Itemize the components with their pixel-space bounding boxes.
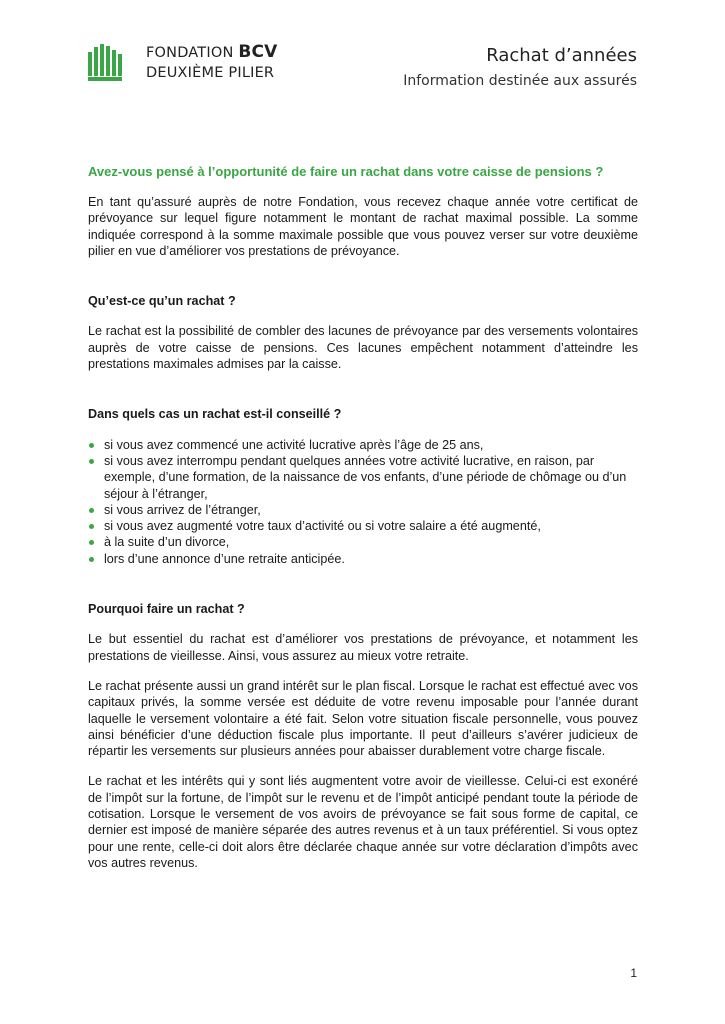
foundation-logo [88, 42, 278, 83]
bullet-icon [89, 443, 94, 448]
bullet-icon [89, 459, 94, 464]
intro-heading: Avez-vous pensé à l’opportunité de faire un rachat dans votre caisse de pensions ? [88, 164, 604, 179]
bullet-icon [89, 524, 94, 529]
page-number: 1 [630, 966, 637, 980]
document-title: Rachat d’années [486, 45, 637, 66]
section-paragraph-what-is: Le rachat est la possibilité de combler des lacunes de prévoyance par des versements volontaires auprès de votre caisse de pensions. Ces lacunes empêchent notamment d’atteindre les prestations maximales admises par la caisse. [88, 324, 638, 372]
list-item: si vous avez commencé une activité lucrative après l’âge de 25 ans, [88, 437, 638, 453]
section-paragraph-why-2: Le rachat présente aussi un grand intérêt sur le plan fiscal. Lorsque le rachat est effectué avec vos capitaux privés, la somme versée est déduite de votre revenu imposable pour l’année durant laquelle le versement volontaire a été fait. Selon votre situation fiscale personnelle, vous pouvez ainsi bénéficier d’une déduction fiscale plus importante. Il peut d’ailleurs s’avérer judicieux de répartir les versements sur plusieurs années pour abaisser durablement votre charge fiscale. [88, 678, 638, 759]
list-item: si vous arrivez de l’étranger, [88, 502, 638, 518]
list-item: si vous avez interrompu pendant quelques années votre activité lucrative, en raison, par exemple, d’une formation, de la naissance de vos enfants, d’une période de chômage ou d’un séjour à l’étranger, [88, 453, 638, 502]
list-item: à la suite d’un divorce, [88, 534, 638, 550]
when-bullet-list [88, 437, 638, 567]
logo-bars-icon [88, 44, 124, 82]
section-paragraph-why-3: Le rachat et les intérêts qui y sont liés augmentent votre avoir de vieillesse. Celui-ci est exonéré de l’impôt sur la fortune, de l’impôt sur le revenu et de l’impôt anticipé pendant toute la période de cotisation. Lorsque le versement de vos avoirs de prévoyance se fait sous forme de capital, ce dernier est imposé de manière séparée des autres revenus et à un taux préférentiel. Si vous optez pour une rente, celle-ci doit alors être déclarée chaque année sur votre déclaration d’impôts avec vos autres revenus. [88, 774, 638, 870]
section-heading-why: Pourquoi faire un rachat ? [88, 602, 245, 617]
section-heading-what-is: Qu’est-ce qu’un rachat ? [88, 294, 236, 309]
intro-paragraph: En tant qu’assuré auprès de notre Fondation, vous recevez chaque année votre certificat de prévoyance sur lequel figure notamment le montant de rachat maximal possible. La somme indiquée correspond à la somme maximale possible que vous pouvez verser sur votre deuxième pilier en vue d’améliorer vos prestations de prévoyance. [88, 195, 638, 258]
bullet-icon [89, 557, 94, 562]
section-heading-when: Dans quels cas un rachat est-il conseillé ? [88, 407, 342, 422]
list-item: lors d’une annonce d’une retraite anticipée. [88, 551, 638, 567]
logo-line-1: FONDATION BCV [146, 42, 278, 62]
document-subtitle: Information destinée aux assurés [403, 73, 637, 89]
document-header [403, 44, 637, 92]
logo-brand: BCV [238, 42, 278, 62]
section-paragraph-why-1: Le but essentiel du rachat est d’améliorer vos prestations de prévoyance, et notamment les prestations de vieillesse. Ainsi, vous assurez au mieux votre retraite. [88, 632, 638, 663]
document-body [88, 163, 638, 871]
list-item: si vous avez augmenté votre taux d’activité ou si votre salaire a été augmenté, [88, 518, 638, 534]
logo-line-2: DEUXIÈME PILIER [146, 65, 275, 81]
logo-wordmark [146, 42, 278, 83]
bullet-icon [89, 540, 94, 545]
bullet-icon [89, 508, 94, 513]
